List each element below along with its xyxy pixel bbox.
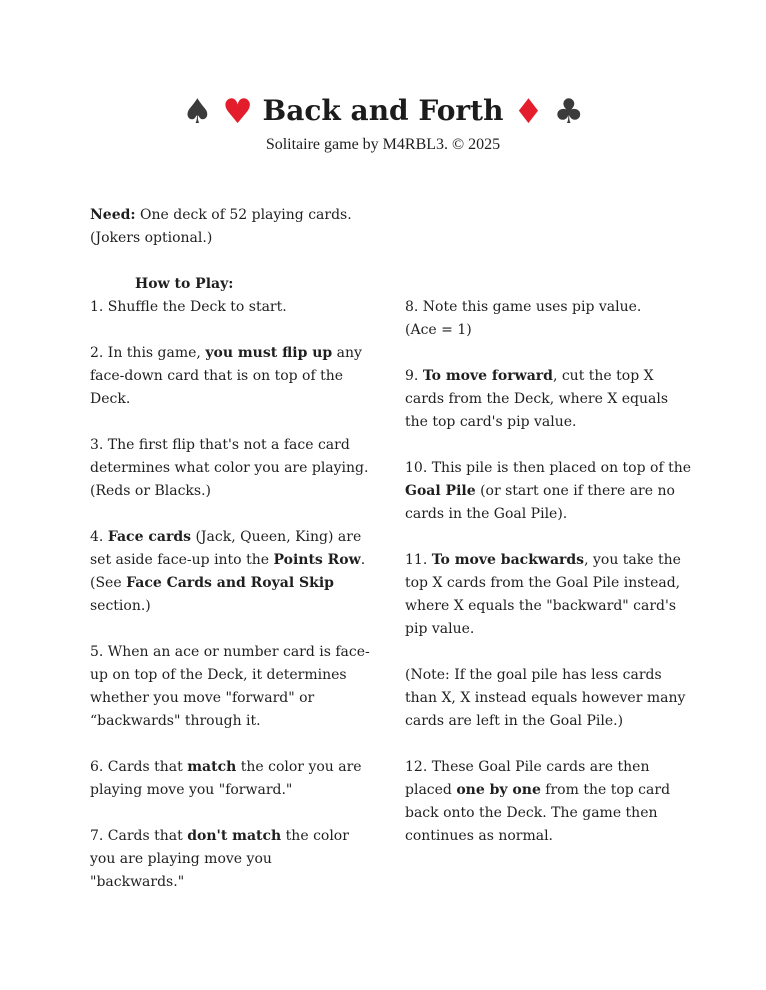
need-text: One deck of 52 playing cards. xyxy=(135,207,352,223)
diamond-icon: ♦ xyxy=(513,92,544,132)
subtitle: Solitaire game by M4RBL3. © 2025 xyxy=(265,136,501,153)
rule-1: 1. Shuffle the Deck to start. xyxy=(90,299,287,315)
club-icon: ♣ xyxy=(553,92,584,132)
rule-5: 5. When an ace or number card is face-up on top of the Deck, it determines whether you move "forward" or “backwards" through it. xyxy=(90,644,370,729)
left-column xyxy=(90,204,370,917)
right-column xyxy=(405,296,695,871)
rule-9: 9. To move forward, cut the top X cards from the Deck, where X equals the top card's pip value. xyxy=(405,368,669,430)
rule-note: (Note: If the goal pile has less cards than X, X instead equals however many cards are left in the Goal Pile.) xyxy=(405,667,686,729)
how-to-play-heading: How to Play: xyxy=(135,276,234,292)
heart-icon: ♥ xyxy=(222,92,253,132)
page-title xyxy=(0,88,766,135)
rule-10: 10. This pile is then placed on top of the Goal Pile (or start one if there are no cards in the Goal Pile). xyxy=(405,460,692,522)
need-section xyxy=(90,204,370,250)
rule-12: 12. These Goal Pile cards are then placed one by one from the top card back onto the Deck. The game then continues as normal. xyxy=(405,759,671,844)
need-label: Need: xyxy=(90,207,136,223)
rule-7: 7. Cards that don't match the color you are playing move you "backwards." xyxy=(90,828,349,890)
title-text: Back and Forth xyxy=(262,94,504,127)
spade-icon: ♠ xyxy=(182,92,213,132)
rule-6: 6. Cards that match the color you are playing move you "forward." xyxy=(90,759,362,798)
rule-3: 3. The first flip that's not a face card determines what color you are playing. (Reds or Blacks.) xyxy=(90,437,369,499)
rule-8: 8. Note this game uses pip value. (Ace = 1) xyxy=(405,299,642,338)
rule-2: 2. In this game, you must flip up any face-down card that is on top of the Deck. xyxy=(90,345,362,407)
rule-4: 4. Face cards (Jack, Queen, King) are set aside face-up into the Points Row. (See Face Cards and Royal Skip section.) xyxy=(90,529,366,614)
rule-11: 11. To move backwards, you take the top X cards from the Goal Pile instead, where X equals the "backward" card's pip value. xyxy=(405,552,681,637)
need-note: (Jokers optional.) xyxy=(90,230,213,246)
